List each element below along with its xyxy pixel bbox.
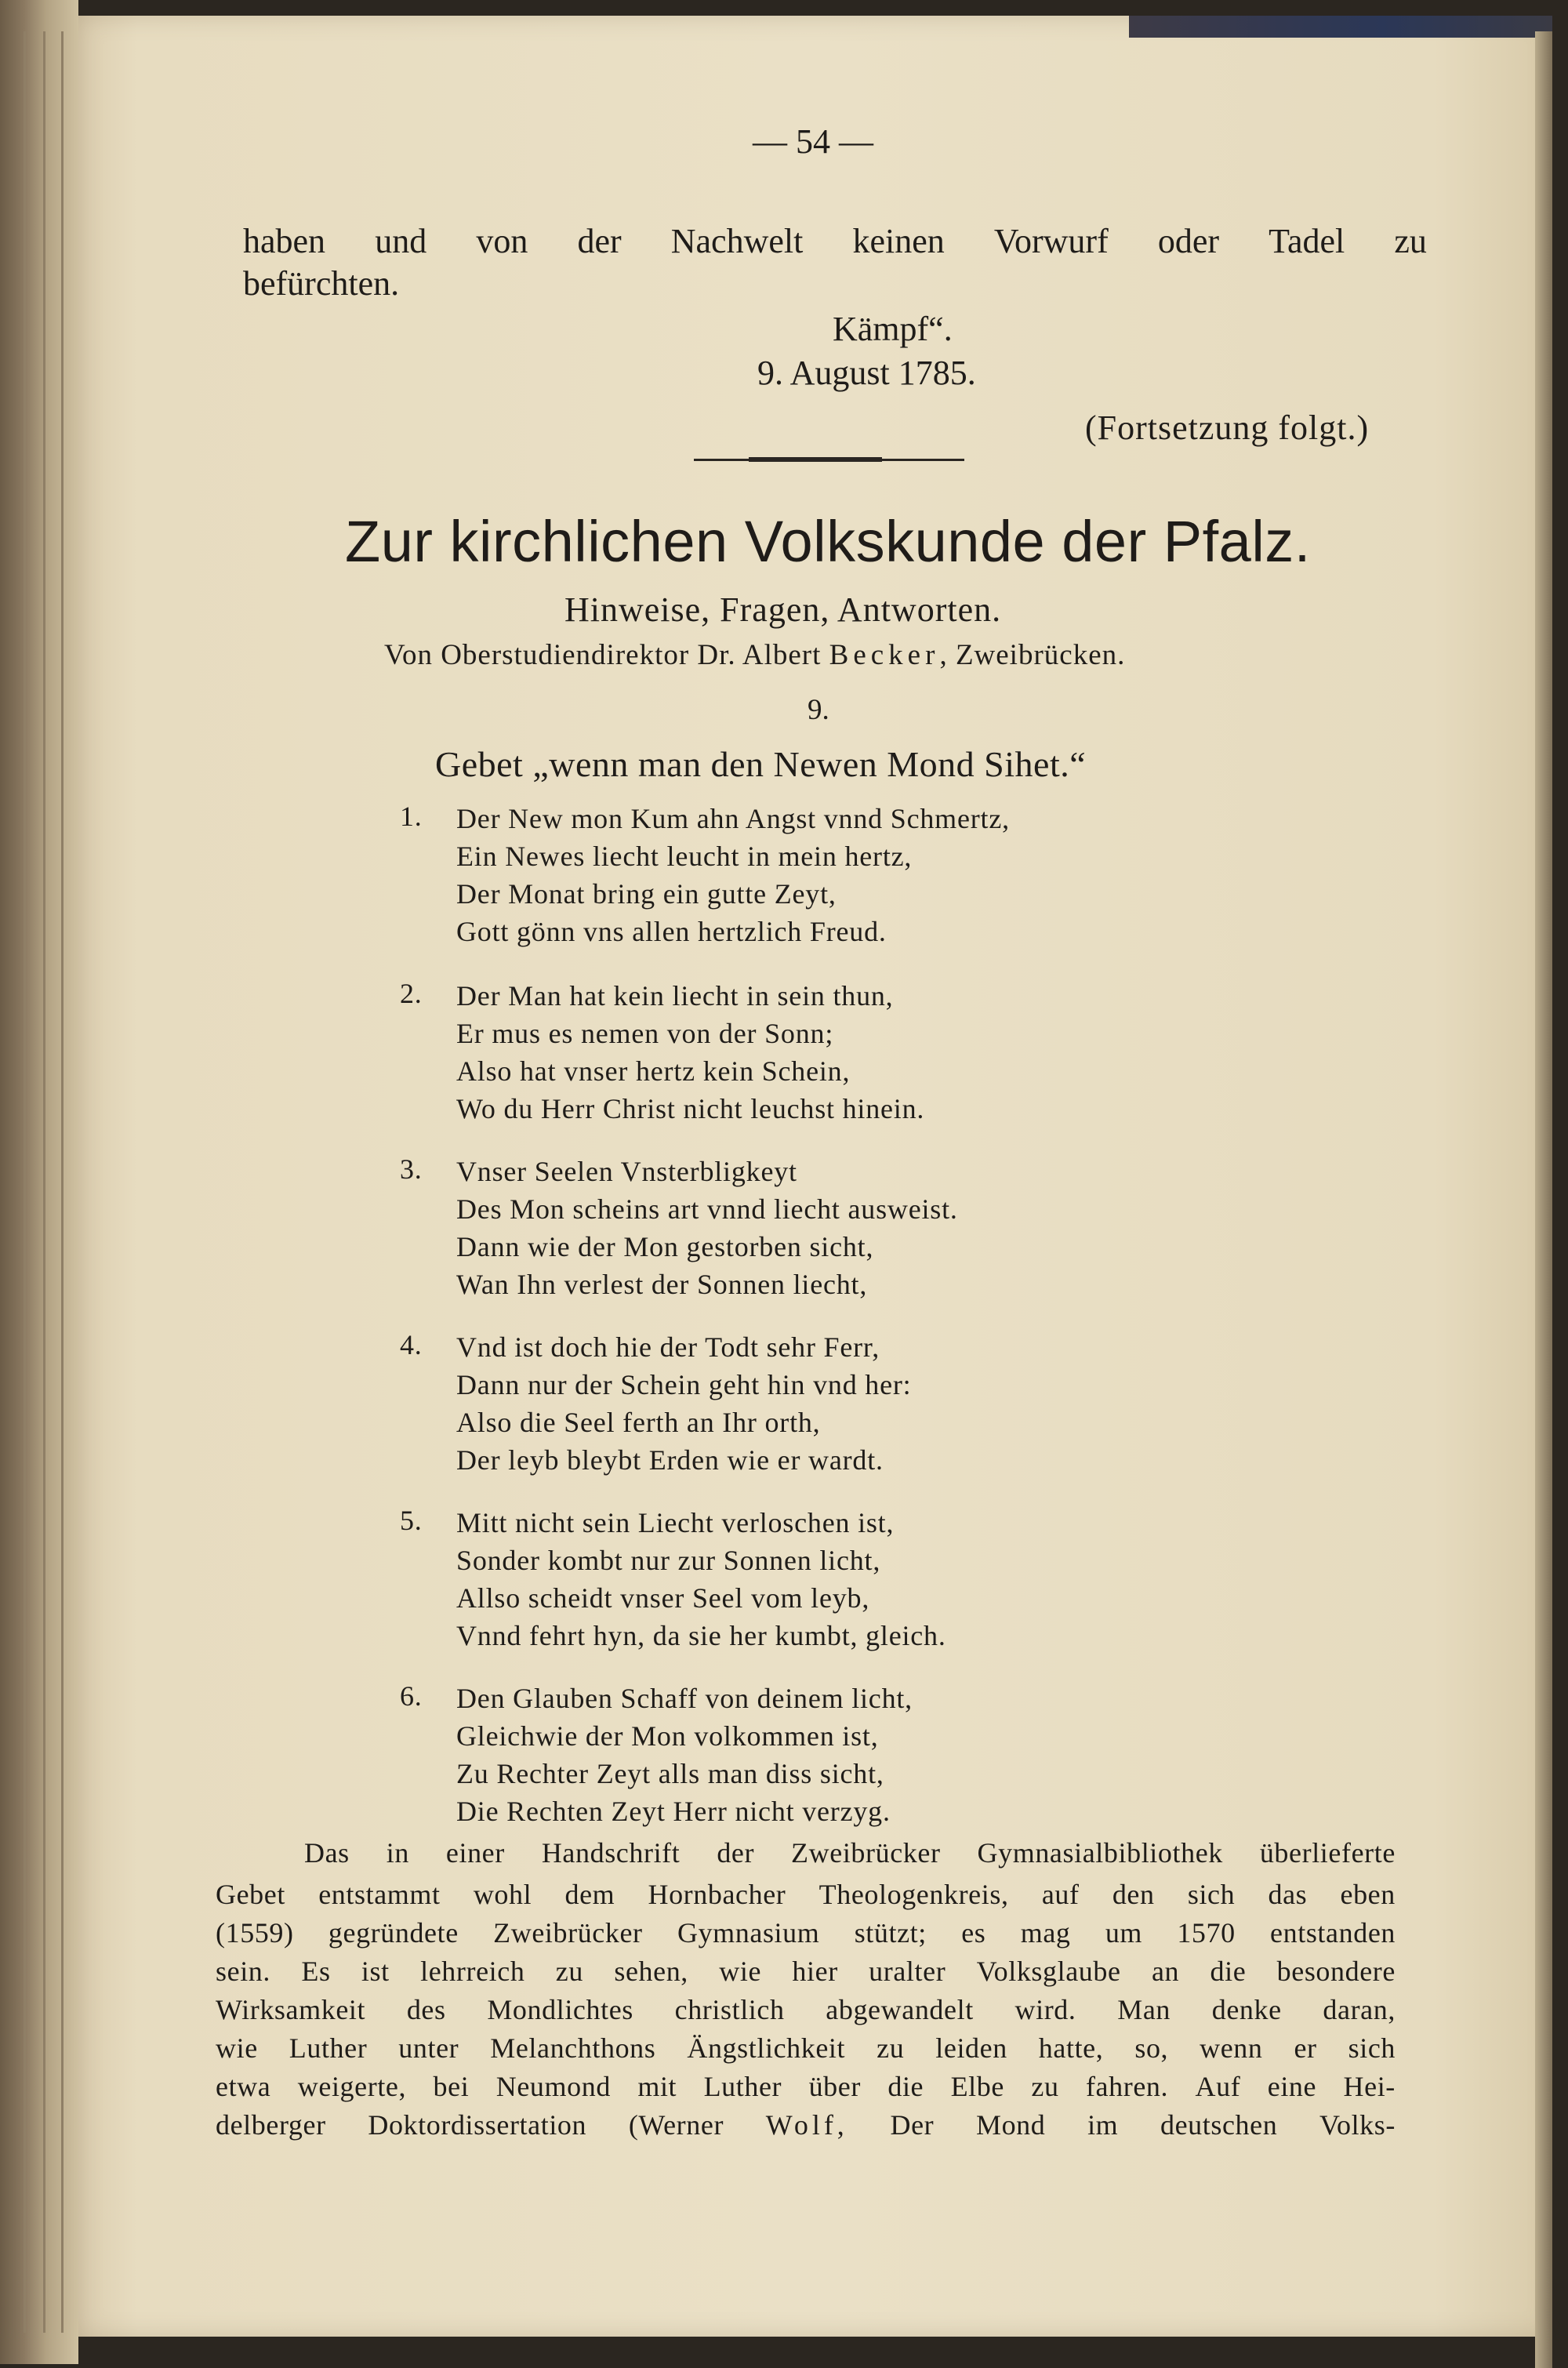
page-stack-line xyxy=(24,31,26,2333)
word: es xyxy=(961,1917,986,1949)
word: Gymnasium xyxy=(677,1917,820,1949)
word: wohl xyxy=(473,1879,532,1910)
word: Neumond xyxy=(495,2071,611,2102)
verse-line: Also die Seel ferth an Ihr orth, xyxy=(456,1407,821,1438)
word: dem xyxy=(564,1879,615,1910)
page-number: — 54 — xyxy=(753,122,873,161)
intro-line-2: befürchten. xyxy=(243,264,400,303)
word: hatte, xyxy=(1038,2032,1104,2064)
word: entstanden xyxy=(1270,1917,1396,1949)
intro-word: haben xyxy=(243,222,326,260)
word: Volksglaube xyxy=(976,1956,1121,1987)
word: zu xyxy=(1031,2071,1059,2102)
word: Volks- xyxy=(1319,2109,1396,2141)
intro-word: oder xyxy=(1157,222,1220,260)
word: besondere xyxy=(1276,1956,1396,1987)
word: sein. xyxy=(216,1956,270,1987)
author-line xyxy=(384,638,1125,672)
word: so, xyxy=(1134,2032,1169,2064)
word: wie xyxy=(719,1956,762,1987)
ruler-strip xyxy=(1129,16,1552,38)
word: Hornbacher xyxy=(648,1879,786,1910)
word: über xyxy=(808,2071,861,2102)
word: überlieferte xyxy=(1259,1837,1396,1869)
word: zu xyxy=(555,1956,583,1987)
word: lehrreich xyxy=(420,1956,525,1987)
separator-rule-thick xyxy=(749,457,882,462)
section-number: 9. xyxy=(808,694,829,726)
verse-line: Dann wie der Mon gestorben sicht, xyxy=(456,1231,874,1262)
intro-word: und xyxy=(375,222,427,260)
word: (1559) xyxy=(216,1917,294,1949)
word: im xyxy=(1087,2109,1119,2141)
word: entstammt xyxy=(318,1879,441,1910)
word: Mond xyxy=(975,2109,1046,2141)
word: mag xyxy=(1020,1917,1071,1949)
cited-author: Wolf, xyxy=(765,2109,848,2141)
word: stützt; xyxy=(854,1917,927,1949)
stanza-number: 5. xyxy=(400,1505,423,1536)
verse-line: Ein Newes liecht leucht in mein hertz, xyxy=(456,841,913,872)
word: etwa xyxy=(216,2071,271,2102)
word: ist xyxy=(361,1956,390,1987)
commentary-line xyxy=(216,1952,1396,1991)
word: einer xyxy=(445,1837,505,1869)
commentary-line xyxy=(216,2106,1396,2145)
word: zu xyxy=(877,2032,905,2064)
stanza xyxy=(400,800,1010,950)
intro-word: der xyxy=(577,222,622,260)
word: Gebet xyxy=(216,1879,285,1910)
signature: Kämpf“. xyxy=(833,310,953,348)
word: auf xyxy=(1041,1879,1080,1910)
word: (Werner xyxy=(628,2109,724,2141)
stanza-number: 3. xyxy=(400,1153,423,1185)
word: Hei- xyxy=(1343,2071,1396,2102)
word: deutschen xyxy=(1160,2109,1278,2141)
word: die xyxy=(1210,1956,1247,1987)
verse-line: Er mus es nemen von der Sonn; xyxy=(456,1018,834,1049)
author-prefix: Von Oberstudiendirektor Dr. Albert xyxy=(384,639,822,671)
verse-line: Gott gönn vns allen hertzlich Freud. xyxy=(456,916,887,947)
stanza-number: 4. xyxy=(400,1329,423,1360)
stanza-number: 2. xyxy=(400,978,423,1009)
verse-line: Allso scheidt vnser Seel vom leyb, xyxy=(456,1582,870,1614)
verse-line: Der Man hat kein liecht in sein thun, xyxy=(456,980,894,1011)
word: Wirksamkeit xyxy=(216,1994,366,2025)
word: Der xyxy=(890,2109,935,2141)
section-title: Gebet „wenn man den Newen Mond Sihet.“ xyxy=(435,744,1087,784)
book-edge-right xyxy=(1535,31,1552,2368)
word: wird. xyxy=(1014,1994,1076,2025)
verse-line: Vnser Seelen Vnsterbligkeyt xyxy=(456,1156,797,1187)
word: leiden xyxy=(935,2032,1007,2064)
stanza xyxy=(400,1504,946,1654)
word: den xyxy=(1112,1879,1155,1910)
word: eine xyxy=(1267,2071,1317,2102)
word: uralter xyxy=(869,1956,946,1987)
word: Es xyxy=(301,1956,331,1987)
author-name: Becker xyxy=(829,639,940,671)
word: an xyxy=(1151,1956,1180,1987)
verse-line: Wan Ihn verlest der Sonnen liecht, xyxy=(456,1269,868,1300)
verse-line: Der Monat bring ein gutte Zeyt, xyxy=(456,878,837,910)
word: um xyxy=(1105,1917,1143,1949)
intro-word: von xyxy=(476,222,528,260)
word: die xyxy=(887,2071,924,2102)
word: bei xyxy=(433,2071,470,2102)
book-binding-left xyxy=(0,0,78,2364)
word: in xyxy=(386,1837,409,1869)
verse-line: Den Glauben Schaff von deinem licht, xyxy=(456,1683,913,1714)
author-suffix: , Zweibrücken. xyxy=(939,639,1126,671)
page-stack-line xyxy=(61,31,64,2333)
word: Zweibrücker xyxy=(791,1837,941,1869)
verse-line: Der leyb bleybt Erden wie er wardt. xyxy=(456,1444,884,1476)
word: er xyxy=(1294,2032,1317,2064)
stanza xyxy=(400,977,924,1128)
word: abgewandelt xyxy=(826,1994,974,2025)
word: das xyxy=(1268,1879,1308,1910)
word: Ängstlichkeit xyxy=(687,2032,846,2064)
intro-word: keinen xyxy=(852,222,945,260)
word: Luther xyxy=(703,2071,782,2102)
verse-line: Die Rechten Zeyt Herr nicht verzyg. xyxy=(456,1796,891,1827)
word: Luther xyxy=(289,2032,368,2064)
stanza-number: 1. xyxy=(400,801,423,832)
commentary-line xyxy=(216,2068,1396,2106)
word: wenn xyxy=(1200,2032,1263,2064)
verse-line: Der New mon Kum ahn Angst vnnd Schmertz, xyxy=(456,803,1010,834)
word: fahren. xyxy=(1085,2071,1169,2102)
intro-word: zu xyxy=(1394,222,1427,260)
verse-line: Dann nur der Schein geht hin vnd her: xyxy=(456,1369,912,1400)
verse-line: Also hat vnser hertz kein Schein, xyxy=(456,1055,851,1087)
word: daran, xyxy=(1323,1994,1396,2025)
commentary-line xyxy=(216,1991,1396,2029)
verse-line: Vnd ist doch hie der Todt sehr Ferr, xyxy=(456,1331,880,1363)
word: denke xyxy=(1211,1994,1282,2025)
word: sich xyxy=(1187,1879,1236,1910)
word: weigerte, xyxy=(297,2071,407,2102)
word: Handschrift xyxy=(541,1837,681,1869)
word: gegründete xyxy=(328,1917,459,1949)
intro-word: Nachwelt xyxy=(670,222,804,260)
word: des xyxy=(406,1994,446,2025)
verse-line: Sonder kombt nur zur Sonnen licht, xyxy=(456,1545,881,1576)
word: der xyxy=(717,1837,755,1869)
date: 9. August 1785. xyxy=(757,354,976,392)
commentary-first-line xyxy=(304,1836,1396,1869)
word: Auf xyxy=(1195,2071,1241,2102)
word: christlich xyxy=(674,1994,785,2025)
article-subtitle: Hinweise, Fragen, Antworten. xyxy=(564,590,1002,629)
verse-line: Vnnd fehrt hyn, da sie her kumbt, gleich. xyxy=(456,1620,946,1651)
stanza-number: 6. xyxy=(400,1680,423,1712)
stanza xyxy=(400,1153,958,1303)
word: hier xyxy=(792,1956,838,1987)
stanza xyxy=(400,1680,913,1830)
commentary-line xyxy=(216,2029,1396,2068)
verse-line: Zu Rechter Zeyt alls man diss sicht, xyxy=(456,1758,884,1789)
word: Doktordissertation xyxy=(368,2109,587,2141)
word: Man xyxy=(1117,1994,1171,2025)
separator-rule xyxy=(694,459,964,461)
word: Melanchthons xyxy=(490,2032,656,2064)
intro-word: Tadel xyxy=(1269,222,1345,260)
word: Elbe xyxy=(950,2071,1004,2102)
commentary-line xyxy=(216,1914,1396,1952)
word: mit xyxy=(637,2071,677,2102)
commentary-line xyxy=(216,1876,1396,1914)
article-title: Zur kirchlichen Volkskunde der Pfalz. xyxy=(345,509,1311,574)
intro-word: Vorwurf xyxy=(993,222,1109,260)
word: sich xyxy=(1348,2032,1396,2064)
verse-line: Des Mon scheins art vnnd liecht ausweist. xyxy=(456,1193,958,1225)
word: Das xyxy=(304,1837,350,1869)
commentary xyxy=(216,1876,1396,2145)
word: Zweibrücker xyxy=(493,1917,643,1949)
word: Gymnasialbibliothek xyxy=(977,1837,1223,1869)
verse-line: Gleichwie der Mon volkommen ist, xyxy=(456,1720,879,1752)
stanza xyxy=(400,1328,911,1479)
page-stack-line xyxy=(43,31,45,2333)
verse-line: Wo du Herr Christ nicht leuchst hinein. xyxy=(456,1093,925,1124)
word: Theologenkreis, xyxy=(818,1879,1009,1910)
word: delberger xyxy=(216,2109,326,2141)
continued-note: (Fortsetzung folgt.) xyxy=(1085,409,1370,447)
verse-line: Mitt nicht sein Liecht verloschen ist, xyxy=(456,1507,895,1538)
word: unter xyxy=(398,2032,459,2064)
word: Mondlichtes xyxy=(487,1994,633,2025)
intro-line-1 xyxy=(243,221,1427,261)
word: eben xyxy=(1340,1879,1396,1910)
word: sehen, xyxy=(614,1956,688,1987)
word: wie xyxy=(216,2032,258,2064)
word: 1570 xyxy=(1177,1917,1236,1949)
